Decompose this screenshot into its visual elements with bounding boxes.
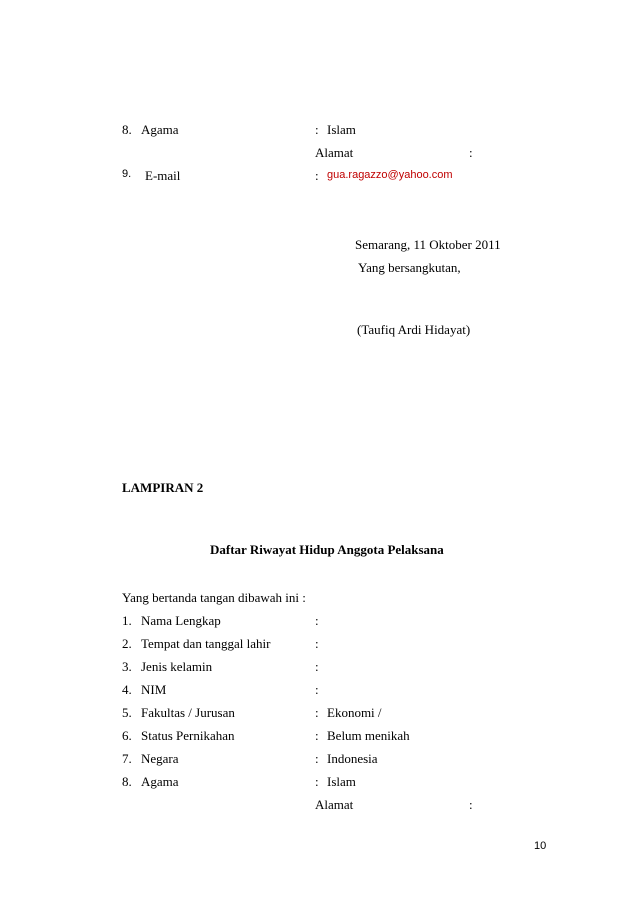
field-value: Islam xyxy=(327,122,356,137)
item-number: 5. xyxy=(122,705,132,720)
list-item xyxy=(0,774,638,792)
item-number: 8. xyxy=(122,122,132,137)
field-colon: : xyxy=(315,774,319,789)
field-label: Negara xyxy=(141,751,179,766)
field-label: Jenis kelamin xyxy=(141,659,213,674)
field-colon: : xyxy=(315,613,319,628)
page-number: 10 xyxy=(534,840,547,852)
field-value: Ekonomi / xyxy=(327,705,382,720)
field-colon: : xyxy=(315,682,319,697)
item-number: 9. xyxy=(122,168,132,180)
field-alamat xyxy=(0,797,638,815)
field-value: Islam xyxy=(327,774,356,789)
item-number: 6. xyxy=(122,728,132,743)
list-item xyxy=(0,659,638,677)
list-item xyxy=(0,636,638,654)
field-label: Tempat dan tanggal lahir xyxy=(141,636,271,651)
field-label: Alamat xyxy=(315,797,354,812)
field-colon: : xyxy=(315,705,319,720)
field-label: E-mail xyxy=(145,168,181,183)
field-colon: : xyxy=(315,728,319,743)
appendix-heading: LAMPIRAN 2 xyxy=(122,480,204,495)
field-colon: : xyxy=(315,751,319,766)
list-item xyxy=(0,613,638,631)
list-item xyxy=(0,682,638,700)
field-agama xyxy=(0,122,638,140)
appendix-intro: Yang bertanda tangan dibawah ini : xyxy=(122,590,306,605)
field-label: Agama xyxy=(141,774,179,789)
field-colon: : xyxy=(469,145,473,160)
field-label: Nama Lengkap xyxy=(141,613,221,628)
appendix-title: Daftar Riwayat Hidup Anggota Pelaksana xyxy=(210,542,444,557)
field-colon: : xyxy=(315,122,319,137)
item-number: 7. xyxy=(122,751,132,766)
field-alamat xyxy=(0,145,638,163)
email-link[interactable]: gua.ragazzo@yahoo.com xyxy=(327,169,453,181)
signature-place-date: Semarang, 11 Oktober 2011 xyxy=(355,237,501,252)
item-number: 3. xyxy=(122,659,132,674)
list-item xyxy=(0,751,638,769)
list-item xyxy=(0,705,638,723)
item-number: 1. xyxy=(122,613,132,628)
field-label: NIM xyxy=(141,682,167,697)
field-label: Agama xyxy=(141,122,179,137)
field-colon: : xyxy=(315,168,319,183)
field-value: Indonesia xyxy=(327,751,378,766)
signature-role: Yang bersangkutan, xyxy=(358,260,461,275)
field-colon: : xyxy=(315,636,319,651)
signature-name: (Taufiq Ardi Hidayat) xyxy=(357,322,471,337)
field-label: Status Pernikahan xyxy=(141,728,235,743)
field-label: Fakultas / Jurusan xyxy=(141,705,235,720)
field-value: Belum menikah xyxy=(327,728,410,743)
item-number: 4. xyxy=(122,682,132,697)
item-number: 2. xyxy=(122,636,132,651)
field-label: Alamat xyxy=(315,145,354,160)
list-item xyxy=(0,728,638,746)
field-colon: : xyxy=(469,797,473,812)
field-email xyxy=(0,168,638,186)
field-colon: : xyxy=(315,659,319,674)
item-number: 8. xyxy=(122,774,132,789)
